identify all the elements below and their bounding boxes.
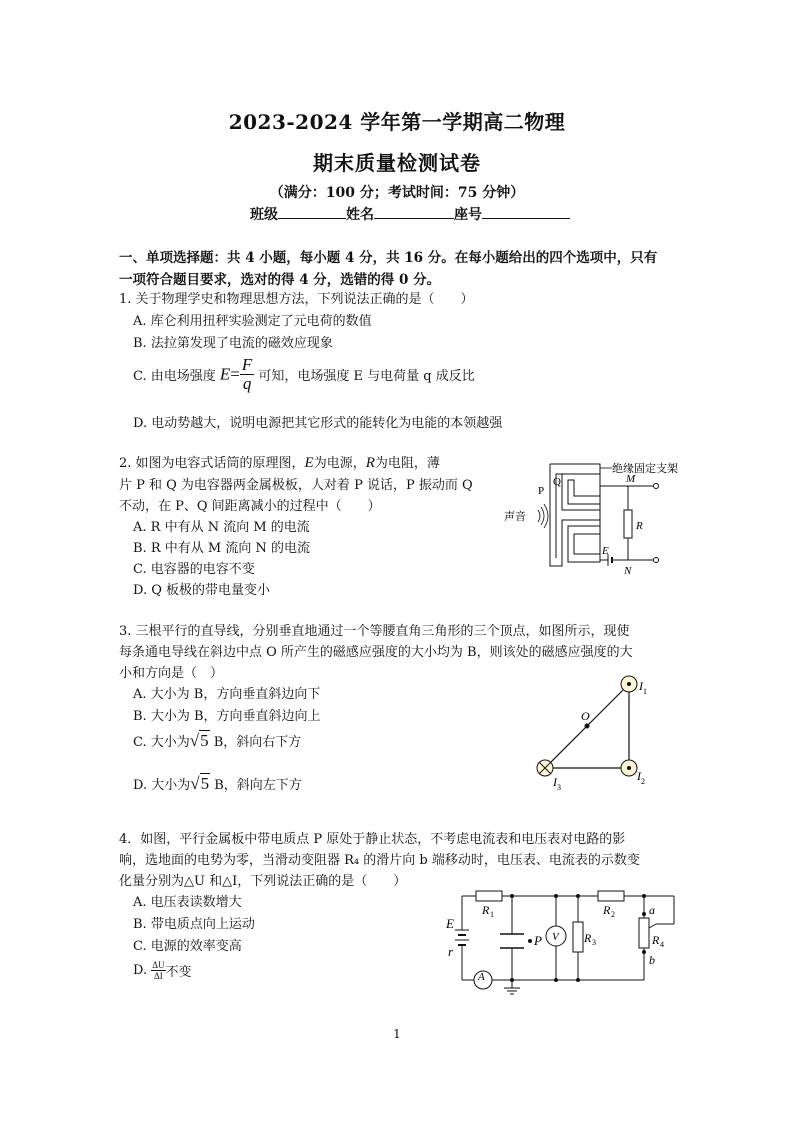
label-i3-sub: 3	[557, 783, 561, 792]
label-p: P	[538, 485, 545, 497]
q3-option-d-prefix: D. 大小为	[133, 778, 191, 793]
q4-option-d-prefix: D.	[133, 963, 148, 978]
label-support: 绝缘固定支架	[612, 463, 678, 475]
q2-microphone-diagram	[500, 458, 700, 578]
label-r3-sub: 3	[592, 938, 596, 947]
q1-option-a: A. 库仑利用扭秤实验测定了元电荷的数值	[133, 314, 372, 329]
label-i3: I	[553, 775, 557, 789]
q4-option-d-fraction	[151, 960, 165, 981]
q4-option-a: A. 电压表读数增大	[133, 895, 242, 910]
q3-option-d-sqrt: √5	[190, 774, 210, 793]
q2-stem-line3: 不动，在 P、Q 间距离减小的过程中（ ）	[119, 499, 381, 514]
q2-option-b: B. R 中有从 M 流向 N 的电流	[133, 541, 310, 556]
q3-option-d-radicand: 5	[200, 774, 210, 793]
label-r1-sub: 1	[490, 910, 494, 919]
q4-stem-line2: 响，选地面的电势为零，当滑动变阻器 R₄ 的滑片向 b 端移动时，电压表、电流表的示数变	[119, 853, 640, 868]
q1-option-c-prefix: C. 由电场强度	[133, 369, 216, 384]
q3-option-c	[133, 731, 301, 751]
q2-option-d: D. Q 板极的带电量变小	[133, 583, 271, 598]
class-label: 班级	[250, 207, 278, 223]
q3-option-d-suffix: B，斜向左下方	[210, 778, 302, 793]
class-blank[interactable]	[278, 204, 346, 219]
terminal-n	[654, 558, 659, 563]
q1-formula-lhs: E	[219, 364, 231, 384]
label-sound: 声音	[504, 511, 526, 523]
rheostat-r4	[639, 918, 649, 948]
q3-stem-line1: 3. 三根平行的直导线，分别垂直地通过一个等腰直角三角形的三个顶点，如图所示，现使	[119, 624, 630, 639]
q1-formula-num: F	[241, 355, 253, 374]
q3-option-b: B. 大小为 B，方向垂直斜边向上	[133, 709, 321, 724]
section-heading-line1: 一、单项选择题：共 4 小题，每小题 4 分，共 16 分。在每小题给出的四个选项中，只有	[119, 250, 658, 266]
resistor-r	[624, 510, 632, 538]
q3-option-a: A. 大小为 B，方向垂直斜边向下	[133, 687, 321, 702]
section-heading-line2: 一项符合题目要求，选对的得 4 分，选错的得 0 分。	[119, 272, 441, 288]
q4-stem-line1: 4．如图，平行金属板中带电质点 P 原处于静止状态，不考虑电流表和电压表对电路的影	[119, 832, 626, 847]
paper-title: 2023-2024 学年第一学期高二物理	[228, 110, 566, 134]
q4-option-d	[133, 960, 192, 981]
name-blank[interactable]	[374, 204, 454, 219]
label-q: Q	[553, 476, 561, 488]
exam-info: （满分：100 分；考试时间：75 分钟）	[269, 185, 525, 201]
resistor-r1	[476, 891, 502, 901]
q1-stem: 1. 关于物理学史和物理思想方法，下列说法正确的是（ ）	[119, 292, 474, 307]
label-a: a	[649, 903, 655, 917]
q2-stem-line2: 片 P 和 Q 为电容器两金属极板，人对着 P 说话，P 振动而 Q	[119, 478, 473, 493]
seat-blank[interactable]	[482, 204, 570, 219]
label-ammeter: A	[478, 971, 485, 983]
label-b: b	[649, 953, 655, 967]
q1-formula-eq: =	[230, 364, 240, 384]
q4-option-d-den: ΔI	[153, 971, 163, 981]
q2-stem-part-b: 为电源，	[313, 456, 366, 471]
q1-option-c	[133, 356, 475, 393]
q3-option-c-suffix: B，斜向右下方	[209, 735, 302, 750]
label-e: E	[446, 916, 454, 931]
resistor-r2	[598, 891, 624, 901]
particle-p	[528, 939, 532, 943]
label-r2: R	[603, 903, 611, 917]
q3-option-c-prefix: C. 大小为	[133, 735, 190, 750]
resistor-r3	[573, 922, 583, 952]
label-i1-sub: 1	[643, 687, 647, 696]
q3-stem-line3: 小和方向是（ ）	[119, 666, 224, 681]
label-o: O	[581, 709, 590, 723]
q3-option-d	[133, 774, 302, 794]
q1-formula-fraction	[240, 356, 254, 393]
q4-circuit-diagram	[438, 884, 690, 999]
q4-option-d-num: ΔU	[152, 960, 165, 970]
label-p: P	[534, 933, 542, 948]
label-r: R	[636, 520, 643, 532]
q4-stem-line3: 化量分别为△U 和△I，下列说法正确的是（ ）	[119, 874, 407, 889]
q3-stem-line2: 每条通电导线在斜边中点 O 所产生的磁感应强度的大小均为 B，则该处的磁感应强度的大	[119, 645, 633, 660]
q3-option-c-radicand: 5	[200, 731, 209, 750]
q2-stem-part-a: 2. 如图为电容式话筒的原理图，	[119, 456, 305, 471]
terminal-m	[654, 484, 659, 489]
label-n: N	[624, 565, 632, 577]
seat-label: 座号	[454, 207, 482, 223]
q2-stem-var-r: R	[365, 455, 375, 471]
label-i2: I	[637, 769, 641, 783]
q2-stem-line1	[119, 452, 440, 472]
page-number: 1	[393, 1027, 401, 1041]
q2-stem-var-e: E	[304, 455, 314, 471]
label-e: E	[602, 545, 609, 557]
q1-option-c-suffix: 可知，电场强度 E 与电荷量 q 成反比	[258, 369, 475, 384]
label-r4-sub: 4	[660, 940, 664, 949]
label-m: M	[626, 473, 636, 485]
q2-option-a: A. R 中有从 N 流向 M 的电流	[133, 520, 310, 535]
name-label: 姓名	[346, 207, 374, 223]
label-voltmeter: V	[552, 931, 559, 943]
paper-subtitle: 期末质量检测试卷	[313, 151, 481, 175]
label-i1: I	[639, 679, 643, 693]
q4-option-d-suffix: 不变	[165, 965, 192, 980]
q4-option-b: B. 带电质点向上运动	[133, 917, 255, 932]
q1-option-b: B. 法拉第发现了电流的磁效应现象	[133, 336, 333, 351]
q2-stem-part-c: 为电阻，薄	[374, 456, 440, 471]
sound-waves-icon	[538, 504, 548, 528]
plate-q-shape	[568, 480, 600, 504]
q1-option-d: D. 电动势越大，说明电源把其它形式的能转化为电能的本领越强	[133, 416, 503, 431]
label-r4: R	[652, 933, 660, 947]
q4-option-c: C. 电源的效率变高	[133, 939, 242, 954]
q3-option-c-sqrt: √5	[189, 731, 209, 750]
label-r2-sub: 2	[611, 910, 615, 919]
q2-option-c: C. 电容器的电容不变	[133, 562, 255, 577]
label-r-internal: r	[448, 944, 454, 959]
q1-formula-den: q	[242, 374, 252, 393]
label-r3: R	[584, 931, 592, 945]
student-info-line	[250, 204, 570, 224]
q3-triangle-diagram	[525, 668, 665, 793]
label-r1: R	[482, 903, 490, 917]
point-o	[585, 724, 590, 729]
label-i2-sub: 2	[641, 777, 645, 786]
